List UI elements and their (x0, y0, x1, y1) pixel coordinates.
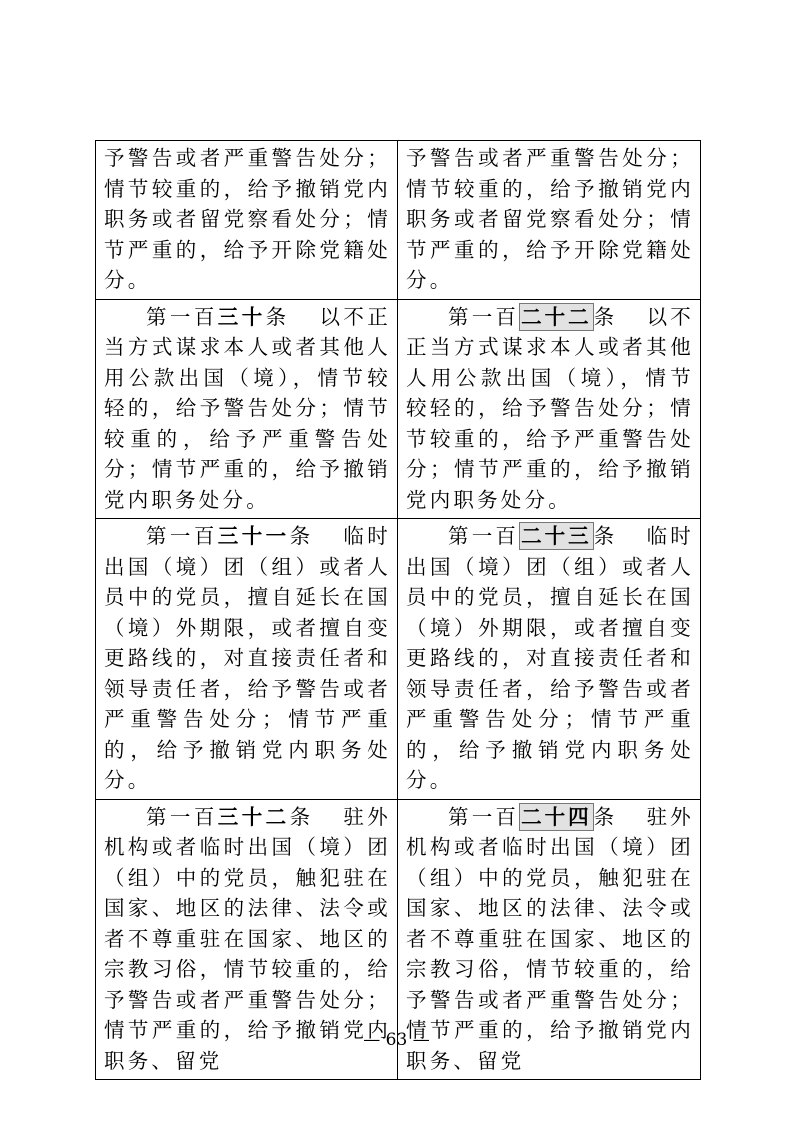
article-heading (146, 524, 314, 548)
table-row (96, 299, 701, 519)
article-prefix: 第一百 (448, 304, 520, 329)
article-suffix: 条 (593, 304, 618, 329)
cell-text: 以不正当方式谋求本人或者其他人用公款出国（境），情节较轻的，给予警告处分；情节较重的，给予严重警告处分；情节严重的，给予撤销党内职务处分。 (104, 304, 391, 512)
cell-text: 以不正当方式谋求本人或者其他人用公款出国（境），情节较轻的，给予警告处分；情节较重的，给予严重警告处分；情节严重的，给予撤销党内职务处分。 (406, 304, 695, 512)
cell-text: 予警告或者严重警告处分；情节较重的，给予撤销党内职务或者留党察看处分；情节严重的，给予开除党籍处分。 (406, 146, 694, 292)
article-prefix: 第一百 (146, 304, 218, 329)
article-heading (146, 805, 314, 829)
article-heading (448, 524, 617, 548)
article-number: 三十一 (217, 524, 290, 548)
cell-text: 驻外机构或者临时出国（境）团（组）中的党员，触犯驻在国家、地区的法律、法令或者不尊重驻在国家、地区的宗教习俗，情节较重的，给予警告或者严重警告处分；情节严重的，给予撤销党内职务、留党 (104, 804, 392, 1073)
article-heading (146, 305, 290, 329)
highlighted-article-number: 二十三 (521, 524, 592, 548)
article-heading (448, 805, 617, 829)
article-prefix: 第一百 (448, 524, 520, 548)
cell-text: 临时出国（境）团（组）或者人员中的党员，擅自延长在国（境）外期限，或者擅自变更路线的，对直接责任者和领导责任者，给予警告或者严重警告处分；情节严重的，给予撤销党内职务处分。 (406, 524, 695, 792)
article-number: 三十 (217, 304, 266, 329)
table-row (96, 141, 701, 300)
old-version-cell (96, 141, 398, 300)
comparison-table (95, 140, 701, 1080)
article-suffix: 条 (593, 524, 618, 548)
article-heading (448, 305, 617, 329)
highlighted-article-number: 二十二 (521, 304, 592, 329)
article-number: 三十二 (217, 804, 290, 829)
new-version-cell (398, 141, 701, 300)
cell-text: 临时出国（境）团（组）或者人员中的党员，擅自延长在国（境）外期限，或者擅自变更路线的，对直接责任者和领导责任者，给予警告或者严重警告处分；情节严重的，给予撤销党内职务处分。 (104, 524, 392, 792)
cell-text: 予警告或者严重警告处分；情节较重的，给予撤销党内职务或者留党察看处分；情节严重的，给予开除党籍处分。 (104, 146, 391, 292)
article-suffix: 条 (265, 304, 290, 329)
article-suffix: 条 (289, 524, 314, 548)
article-suffix: 条 (593, 804, 618, 829)
old-version-cell (96, 299, 398, 519)
new-version-cell (398, 299, 701, 519)
old-version-cell (96, 519, 398, 800)
article-prefix: 第一百 (448, 804, 520, 829)
article-suffix: 条 (289, 804, 314, 829)
article-prefix: 第一百 (146, 524, 218, 548)
highlighted-article-number: 二十四 (521, 804, 592, 829)
cell-text: 驻外机构或者临时出国（境）团（组）中的党员，触犯驻在国家、地区的法律、法令或者不尊重驻在国家、地区的宗教习俗，情节较重的，给予警告或者严重警告处分；情节严重的，给予撤销党内职务、留党 (406, 804, 695, 1073)
page-number: — 63 — (363, 1030, 430, 1050)
table-row (96, 519, 701, 800)
article-prefix: 第一百 (146, 804, 218, 829)
new-version-cell (398, 519, 701, 800)
